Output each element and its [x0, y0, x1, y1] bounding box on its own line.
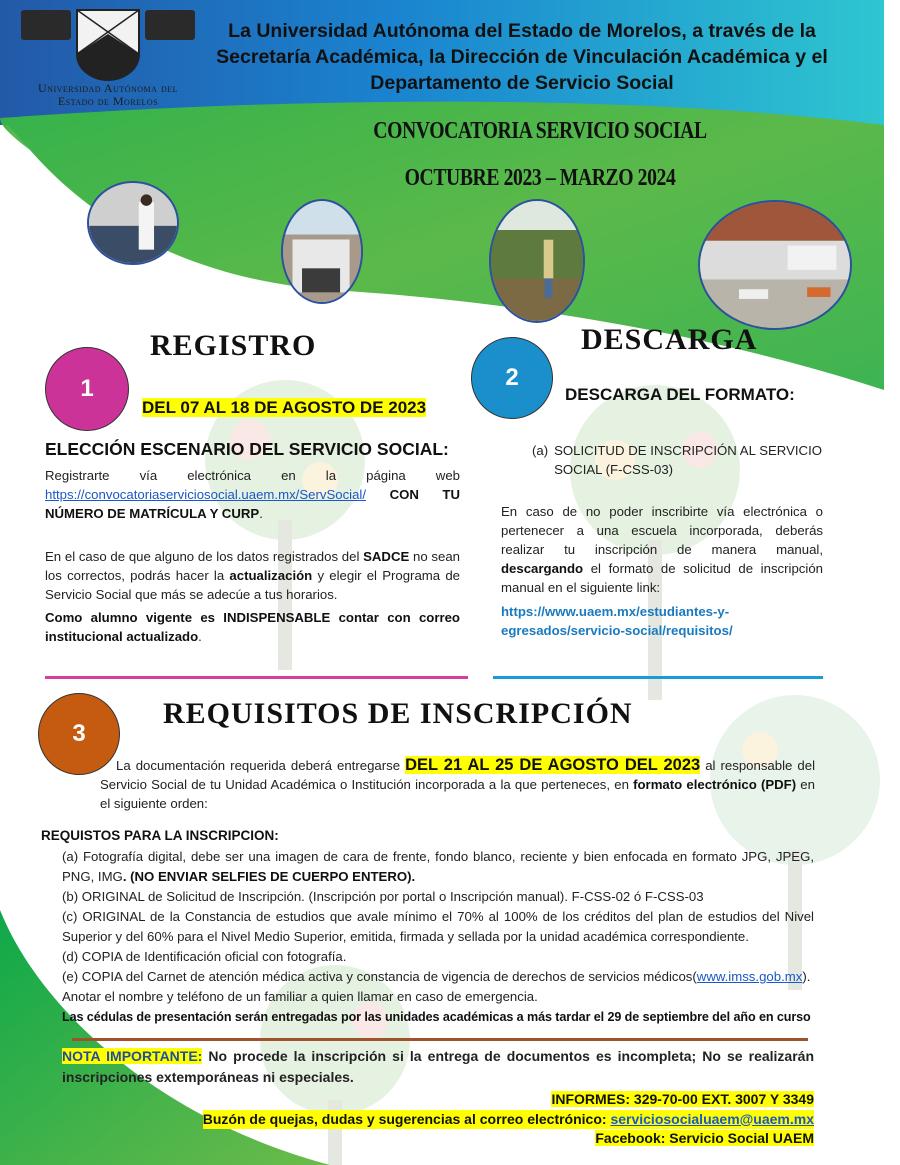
requisitos-intro: La documentación requerida deberá entregarse DEL 21 AL 25 DE AGOSTO DEL 2023 al responsable del Servicio Social de tu Unidad Académica o Institución incorporada a la que perteneces, en formato electrónico (PDF) en el siguiente orden:	[100, 756, 815, 811]
descarga-title: DESCARGA	[581, 323, 758, 356]
registro-paragraph-3: Como alumno vigente es INDISPENSABLE contar con correo institucional actualizado.	[45, 610, 460, 644]
registro-subtitle: ELECCIÓN ESCENARIO DEL SERVICIO SOCIAL:	[45, 439, 449, 459]
photo-grupo-estudiantes	[281, 199, 363, 304]
registro-paragraph-1: Registrarte vía electrónica en la página web https://convocatoriaserviciosocial.uaem.mx/ServSocial/ CON TU NÚMERO DE MATRÍCULA Y CURP.	[45, 468, 460, 521]
registro-dates	[142, 398, 426, 418]
requisitos-title: REQUISITOS DE INSCRIPCIÓN	[163, 697, 633, 730]
cedulas-note: Las cédulas de presentación serán entregadas por las unidades académicas a más tardar el 29 de septiembre del año en curso	[62, 1010, 811, 1024]
intro-line-1: La Universidad Autónoma del Estado de Morelos, a través de la	[228, 20, 816, 42]
requisitos-divider	[72, 1038, 808, 1041]
imss-link[interactable]: www.imss.gob.mx	[696, 969, 803, 984]
registro-divider	[45, 676, 468, 679]
university-logo	[8, 4, 208, 114]
step-3-badge: 3	[38, 693, 120, 775]
photo-laboratorio	[87, 181, 179, 265]
nota-label: NOTA IMPORTANTE:	[62, 1048, 203, 1064]
registro-title: REGISTRO	[150, 329, 317, 362]
requisitos-list	[62, 847, 814, 1027]
intro-line-3: Departamento de Servicio Social	[370, 72, 674, 94]
logo-name-line1: Universidad Autónoma del	[38, 81, 178, 95]
nota-importante: NOTA IMPORTANTE: No procede la inscripción si la entrega de documentos es incompleta; No se realizarán inscripciones extemporáneas ni especiales.	[62, 1048, 815, 1085]
informes-phone: INFORMES: 329-70-00 EXT. 3007 Y 3349	[551, 1091, 814, 1107]
requisitos-dates: DEL 21 AL 25 DE AGOSTO DEL 2023	[405, 756, 701, 774]
logo-name-line2: Estado de Morelos	[57, 94, 159, 108]
descarga-paragraph: En caso de no poder inscribirte vía electrónica o pertenecer a una escuela incorporada, deberás realizar tu inscripción de manera manual, descargando el formato de solicitud de inscripción manual en el siguiente link:	[501, 504, 823, 595]
facebook-page: Facebook: Servicio Social UAEM	[595, 1130, 814, 1146]
convocatoria-period: OCTUBRE 2023 – MARZO 2024	[404, 165, 676, 191]
step-1-badge: 1	[45, 347, 129, 431]
requisito-e-note: Anotar el nombre y teléfono de un familiar a quien llamar en caso de emergencia.	[62, 989, 538, 1004]
intro-line-2: Secretaría Académica, la Dirección de Vinculación Académica y el	[216, 46, 828, 68]
descarga-divider	[493, 676, 823, 679]
registro-dates-text: DEL 07 AL 18 DE AGOSTO DE 2023	[142, 398, 427, 417]
contact-block	[203, 1090, 814, 1149]
university-crest-icon	[13, 4, 203, 82]
registro-web-link[interactable]: https://convocatoriaserviciosocial.uaem.mx/ServSocial/	[45, 487, 367, 502]
header-intro	[212, 18, 832, 96]
step-2-badge: 2	[471, 337, 553, 419]
requisitos-list-title: REQUISTOS PARA LA INSCRIPCION:	[41, 828, 279, 843]
buzon-label: Buzón de quejas, dudas y sugerencias al correo electrónico:	[202, 1110, 611, 1127]
requisito-b: (b) ORIGINAL de Solicitud de Inscripción. (Inscripción por portal o Inscripción manual). F-CSS-02 ó F-CSS-03	[62, 889, 704, 904]
convocatoria-title: CONVOCATORIA SERVICIO SOCIAL	[373, 118, 707, 144]
requisito-d: (d) COPIA de Identificación oficial con fotografía.	[62, 949, 347, 964]
descarga-item-a: (a) SOLICITUD DE INSCRIPCIÓN AL SERVICIO SOCIAL (F-CSS-03)	[532, 443, 822, 477]
email-link[interactable]: serviciosocialuaem@uaem.mx	[610, 1110, 814, 1127]
descarga-subtitle: DESCARGA DEL FORMATO:	[565, 385, 795, 404]
descarga-form-name: SOLICITUD DE INSCRIPCIÓN AL SERVICIO SOCIAL (F-CSS-03)	[554, 443, 822, 477]
descarga-link[interactable]: https://www.uaem.mx/estudiantes-y- egresados/servicio-social/requisitos/	[501, 604, 733, 638]
requisito-e: (e) COPIA del Carnet de atención médica activa y constancia de vigencia de derechos de servicios médicos(www.imss.gob.mx).	[62, 969, 811, 984]
registro-paragraph-2: En el caso de que alguno de los datos registrados del SADCE no sean los correctos, podrás hacer la actualización y elegir el Programa de Servicio Social que más se adecúe a tus horarios.	[45, 549, 460, 602]
requisito-c: (c) ORIGINAL de la Constancia de estudios que avale mínimo el 70% al 100% de los créditos del plan de estudios del Nivel Superior y del 60% para el Nivel Medio Superior, emitida, firmada y sellada por la unidad académica correspondiente.	[62, 909, 814, 944]
requisito-a: (a) Fotografía digital, debe ser una imagen de cara de frente, fondo blanco, reciente y bien enfocada en formato JPG, JPEG, PNG, IMG. (NO ENVIAR SELFIES DE CUERPO ENTERO).	[62, 849, 814, 884]
photo-nave-industrial	[698, 200, 852, 330]
photo-trabajo-campo	[489, 199, 585, 323]
